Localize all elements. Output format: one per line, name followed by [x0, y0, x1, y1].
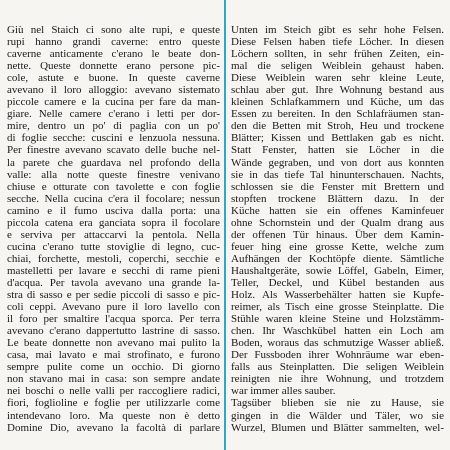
text-line: di foglie secche: cuscini e lenzuola nessuna.: [7, 132, 220, 145]
text-line: cucina c'erano tutte stoviglie di legno, cuc-: [7, 240, 220, 253]
text-line: Diese Felsen haben tiefe Löcher. In diesen: [231, 36, 444, 49]
text-line: stra di sasso e per sedie piccoli di sasso e pic-: [7, 289, 220, 302]
text-line: piccole camere e la cucina per fare da man-: [7, 96, 220, 109]
text-line: Diese Weiblein waren sehr kleine Leute,: [231, 72, 444, 85]
text-line: mal die seligen Weiblein gehaust haben.: [231, 60, 444, 73]
right-column-german-text: [231, 24, 444, 434]
left-column-italian-text: [7, 24, 220, 434]
text-line: Boden, woraus das schmutzige Wasser abließ.: [231, 337, 444, 350]
text-line: Holz. Als Wasserbehälter hatten sie Kupfe-: [231, 289, 444, 302]
text-line: den die Betten mit Stroh, Heu und trockene: [231, 120, 444, 133]
text-line: intendevano loro. Ma queste non è detto: [7, 409, 220, 422]
text-line: valle: alla notte queste finestre venivano: [7, 168, 220, 181]
text-line: non stavano mai in casa: son sempre andate: [7, 373, 220, 386]
text-line: ohne Schornstein und der Qualm drang aus: [231, 216, 444, 229]
text-line: Löchern sollten, in sehr frühen Zeiten, ein-: [231, 48, 444, 61]
text-line: Per finestre avevano scavato delle buche nel-: [7, 144, 220, 157]
text-line: Domine Dio, avevano la facoltà di parlare: [7, 421, 220, 434]
text-line: Aufhängen der Kochtöpfe diente. Sämtliche: [231, 252, 444, 265]
text-line: coli ceppi. Avevano pure il loro lavello con: [7, 301, 220, 314]
text-line: casa, mai lavato e mai strofinato, e furono: [7, 349, 220, 362]
text-line: secche. Nella cucina c'era il focolare; nessun: [7, 192, 220, 205]
text-line: camino e il fumo usciva dalla porta: una: [7, 204, 220, 217]
text-line: rupi hanno grandi caverne: entro queste: [7, 36, 220, 49]
text-line: falls aus Steinplatten. Die seligen Weiblein: [231, 361, 444, 374]
text-line: Teller, Deckel, und Kübel bestanden aus: [231, 276, 444, 289]
text-line: reinigten nie ihre Wohnung, und trotzdem: [231, 373, 444, 386]
text-line: nette. Queste donnette erano persone pic-: [7, 60, 220, 73]
text-line: caverne anticamente c'erano le beate don-: [7, 48, 220, 61]
text-line: Statt Fenster, hatten sie Löcher in die: [231, 144, 444, 157]
text-line: mastelletti per lavare e secchi di rame pieni: [7, 264, 220, 277]
text-line: Unten im Steich gibt es sehr hohe Felsen.: [231, 24, 444, 36]
text-line: piccola catena era ganciata sopra il focolare: [7, 216, 220, 229]
text-line: sie in das tiefe Tal hinunterschauen. Nachts,: [231, 168, 444, 181]
column-divider: [224, 0, 226, 450]
text-line: feuer hing eine grosse Kette, welche zum: [231, 240, 444, 253]
text-line: Stühle waren kleine Steine und Holzstämm-: [231, 313, 444, 326]
text-line: d'acqua. Per tavola avevano una grande la-: [7, 276, 220, 289]
text-line: Wurzel, Blumen und Blätter sammelten, wel-: [231, 421, 444, 434]
text-line: Essen zu bereiten. In den Schlafräumen stan-: [231, 108, 444, 121]
text-line: war immer alles sauber.: [231, 385, 336, 398]
text-line: Blätter; Kissen und Bettlaken gab es nicht.: [231, 132, 444, 145]
text-line: avevano c'erano dappertutto lastrine di sasso.: [7, 325, 220, 338]
text-line: mire, dentro un po' di paglia con un po': [7, 120, 220, 133]
text-line: la parete che guardava nel profondo della: [7, 156, 220, 169]
text-line: sempre pulite come un occhio. Di giorno: [7, 361, 220, 374]
text-line: schlau aber gut. Ihre Wohnung bestand aus: [231, 84, 444, 97]
text-line: Haushaltgeräte, sowie Löffel, Gabeln, Eimer,: [231, 264, 444, 277]
text-line: avevano il loro alloggio: avevano sistemato: [7, 84, 220, 97]
text-line: stopften trockene Blättern dazu. In der: [231, 192, 444, 205]
text-line: giare. Nelle camere c'erano i letti per dor-: [7, 108, 220, 121]
text-line: Giù nel Staich ci sono alte rupi, e queste: [7, 24, 220, 36]
text-line: gingen in die Wälder und Täler, wo sie: [231, 409, 444, 422]
text-line: kleinen Schlafkammern und Küche, um das: [231, 96, 444, 109]
text-line: Le beate donnette non avevano mai pulito la: [7, 337, 220, 350]
text-line: e serviva per attaccarvi la pentola. Nella: [7, 228, 220, 241]
text-line: chiai, forchette, mestoli, coperchi, secchie e: [7, 252, 220, 265]
text-line: schlossen sie die Fenster mit Brettern und: [231, 180, 444, 193]
text-line: il foro per smaltire l'acqua sporca. Per terra: [7, 313, 220, 326]
text-line: Der Fussboden ihrer Wohnräume war eben-: [231, 349, 444, 362]
text-line: Tagsüber blieben sie nie zu Hause, sie: [231, 397, 444, 410]
text-line: Wände gegraben, und von dort aus konnten: [231, 156, 444, 169]
text-line: nei boschi o nelle valli per raccogliere radici,: [7, 385, 220, 398]
text-line: cole, astute e buone. In queste caverne: [7, 72, 220, 85]
text-line: chiuse e otturate con tavolette e con foglie: [7, 180, 220, 193]
text-line: fiori, foglioline e foglie per utilizzarle come: [7, 397, 220, 410]
text-line: chen. Ihr Waschkübel hatten ein Loch am: [231, 325, 444, 338]
text-line: Küche hatten sie ein offenes Kaminfeuer: [231, 204, 444, 217]
text-line: reimer, als Tisch eine grosse Steinplatte. Die: [231, 301, 444, 314]
text-line: der offenen Tür hinaus. Über dem Kamin-: [231, 228, 444, 241]
